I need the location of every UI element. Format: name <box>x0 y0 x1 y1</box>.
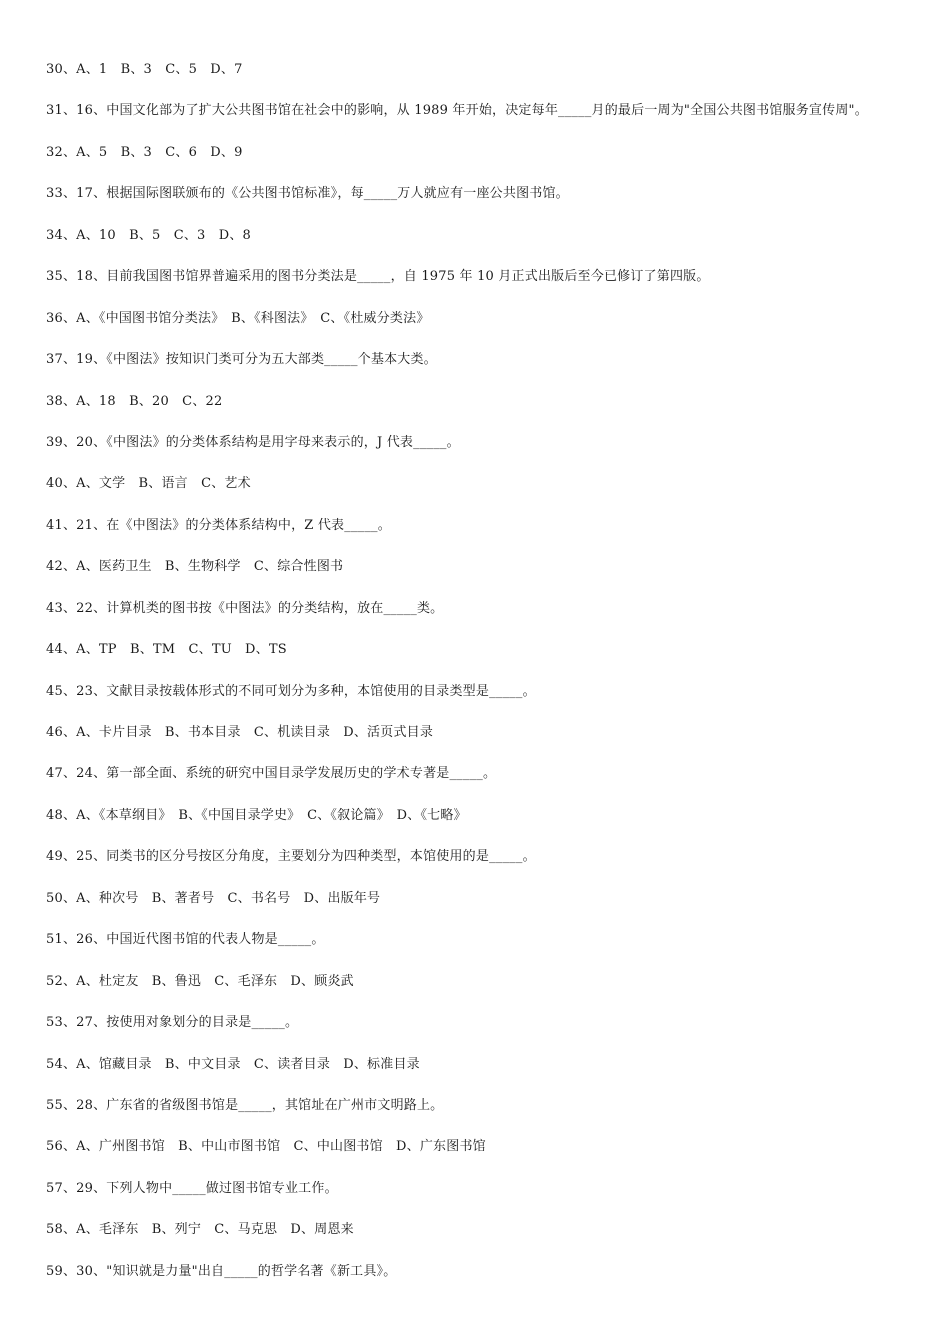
text-line: 56、A、广州图书馆 B、中山市图书馆 C、中山图书馆 D、广东图书馆 <box>46 1139 486 1155</box>
text-line: 35、18、目前我国图书馆界普遍采用的图书分类法是_____，自 1975 年 10 月正式出版后至今已修订了第四版。 <box>46 269 710 285</box>
text-line: 57、29、下列人物中_____做过图书馆专业工作。 <box>46 1180 338 1196</box>
text-line: 30、A、1 B、3 C、5 D、7 <box>46 62 243 77</box>
text-line: 53、27、按使用对象划分的目录是_____。 <box>46 1015 299 1031</box>
text-line: 54、A、馆藏目录 B、中文目录 C、读者目录 D、标准目录 <box>46 1056 420 1072</box>
text-line: 48、A、《本草纲目》 B、《中国目录学史》 C、《叙论篇》 D、《七略》 <box>46 807 467 823</box>
text-line: 47、24、第一部全面、系统的研究中国目录学发展历史的学术专著是_____。 <box>46 766 497 782</box>
text-line: 31、16、中国文化部为了扩大公共图书馆在社会中的影响，从 1989 年开始，决定每年_____月的最后一周为"全国公共图书馆服务宣传周"。 <box>46 103 868 119</box>
text-line: 52、A、杜定友 B、鲁迅 C、毛泽东 D、顾炎武 <box>46 973 354 989</box>
text-line: 41、21、在《中图法》的分类体系结构中，Z 代表_____。 <box>46 517 391 533</box>
text-line: 46、A、卡片目录 B、书本目录 C、机读目录 D、活页式目录 <box>46 725 434 740</box>
text-line: 49、25、同类书的区分号按区分角度，主要划分为四种类型，本馆使用的是_____。 <box>46 849 536 865</box>
text-line: 36、A、《中国图书馆分类法》 B、《科图法》 C、《杜威分类法》 <box>46 310 430 326</box>
text-line: 42、A、医药卫生 B、生物科学 C、综合性图书 <box>46 559 344 575</box>
text-line: 40、A、文学 B、语言 C、艺术 <box>46 476 251 492</box>
text-line: 45、23、文献目录按载体形式的不同可划分为多种，本馆使用的目录类型是_____。 <box>46 683 536 699</box>
text-line: 50、A、种次号 B、著者号 C、书名号 D、出版年号 <box>46 890 381 906</box>
text-line: 38、A、18 B、20 C、22 <box>46 393 223 409</box>
text-line: 51、26、中国近代图书馆的代表人物是_____。 <box>46 932 325 948</box>
text-line: 44、A、TP B、TM C、TU D、TS <box>46 642 287 658</box>
question-list <box>46 60 926 1303</box>
text-line: 39、20、《中图法》的分类体系结构是用字母来表示的，J 代表_____。 <box>46 434 460 450</box>
text-line: 32、A、5 B、3 C、6 D、9 <box>46 144 243 160</box>
text-line: 37、19、《中图法》按知识门类可分为五大部类_____个基本大类。 <box>46 352 437 368</box>
text-line: 59、30、"知识就是力量"出自_____的哲学名著《新工具》。 <box>46 1263 397 1279</box>
text-line: 43、22、计算机类的图书按《中图法》的分类结构，放在_____类。 <box>46 600 444 616</box>
text-line: 55、28、广东省的省级图书馆是_____，其馆址在广州市文明路上。 <box>46 1097 444 1113</box>
text-line: 33、17、根据国际图联颁布的《公共图书馆标准》，每_____万人就应有一座公共图书馆。 <box>46 186 569 202</box>
text-line: 58、A、毛泽东 B、列宁 C、马克思 D、周恩来 <box>46 1222 354 1238</box>
text-line: 34、A、10 B、5 C、3 D、8 <box>46 227 252 243</box>
